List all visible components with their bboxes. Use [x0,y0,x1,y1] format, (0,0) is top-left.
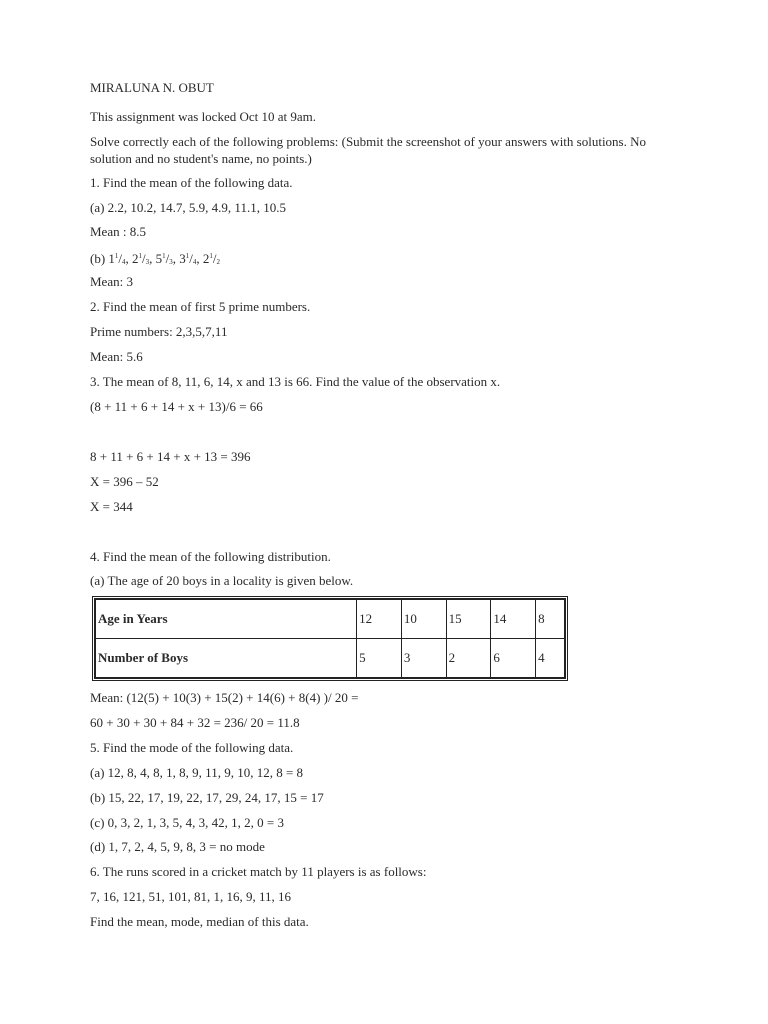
q4-a-prompt: (a) The age of 20 boys in a locality is given below. [90,573,354,588]
q3-prompt: 3. The mean of 8, 11, 6, 14, x and 13 is 66. Find the value of the observation x. [90,374,501,389]
table-cell: 3 [401,639,446,679]
q5-b: (b) 15, 22, 17, 19, 22, 17, 29, 24, 17, 15 = 17 [90,790,324,805]
q3-step4: X = 344 [90,499,133,514]
q4-mean-line1: Mean: (12(5) + 10(3) + 15(2) + 14(6) + 8(4) )/ 20 = [90,690,359,705]
q5-d: (d) 1, 7, 2, 4, 5, 9, 8, 3 = no mode [90,839,265,854]
q4-mean-line2: 60 + 30 + 30 + 84 + 32 = 236/ 20 = 11.8 [90,715,300,730]
table-cell: 6 [491,639,536,679]
student-name: MIRALUNA N. OBUT [90,80,214,95]
q5-prompt: 5. Find the mode of the following data. [90,740,294,755]
q2-primes: Prime numbers: 2,3,5,7,11 [90,324,228,339]
q1-b-data: (b) $1^1/_4$, $2^1/_3$, $5^1/_3$, $3^1/_4$, $2^1/_2$ [90,251,221,266]
q1-b-label: (b) [90,251,106,266]
table-cell: 4 [536,639,565,679]
q5-c: (c) 0, 3, 2, 1, 3, 5, 4, 3, 42, 1, 2, 0 = 3 [90,815,285,830]
q1-a-mean: Mean : 8.5 [90,224,146,239]
instructions: Solve correctly each of the following problems: (Submit the screenshot of your answers with solutions. No solution and no student's name, no points.) [90,134,647,166]
table-row [95,599,565,639]
lock-notice: This assignment was locked Oct 10 at 9am. [90,109,317,124]
q1-a-data: (a) 2.2, 10.2, 14.7, 5.9, 4.9, 11.1, 10.5 [90,200,286,215]
q3-step1: (8 + 11 + 6 + 14 + x + 13)/6 = 66 [90,399,263,414]
q3-step3: X = 396 – 52 [90,474,159,489]
table-cell: 14 [491,599,536,639]
table-cell: 15 [446,599,491,639]
q4-prompt: 4. Find the mean of the following distribution. [90,549,331,564]
row-header-boys: Number of Boys [95,639,357,679]
table-cell: 8 [536,599,565,639]
q2-prompt: 2. Find the mean of first 5 prime numbers. [90,299,311,314]
q1-prompt: 1. Find the mean of the following data. [90,175,293,190]
distribution-table [94,598,566,679]
row-header-age: Age in Years [95,599,357,639]
q2-mean: Mean: 5.6 [90,349,143,364]
table-cell: 2 [446,639,491,679]
q5-a: (a) 12, 8, 4, 8, 1, 8, 9, 11, 9, 10, 12, 8 = 8 [90,765,304,780]
q6-data: 7, 16, 121, 51, 101, 81, 1, 16, 9, 11, 16 [90,889,292,904]
table-cell: 5 [357,639,402,679]
mixed-fraction: $1^1/_4$ [108,251,126,266]
table-cell: 10 [401,599,446,639]
q3-step2: 8 + 11 + 6 + 14 + x + 13 = 396 [90,449,251,464]
q6-task: Find the mean, mode, median of this data. [90,914,309,929]
mixed-fraction: $3^1/_4$ [179,251,197,266]
mixed-fraction: $2^1/_2$ [202,251,221,266]
table-row [95,639,565,679]
mixed-fraction: $2^1/_3$ [132,251,150,266]
mixed-fraction: $5^1/_3$ [155,251,173,266]
q1-b-mean: Mean: 3 [90,274,133,289]
q6-prompt: 6. The runs scored in a cricket match by 11 players is as follows: [90,864,427,879]
table-cell: 12 [357,599,402,639]
